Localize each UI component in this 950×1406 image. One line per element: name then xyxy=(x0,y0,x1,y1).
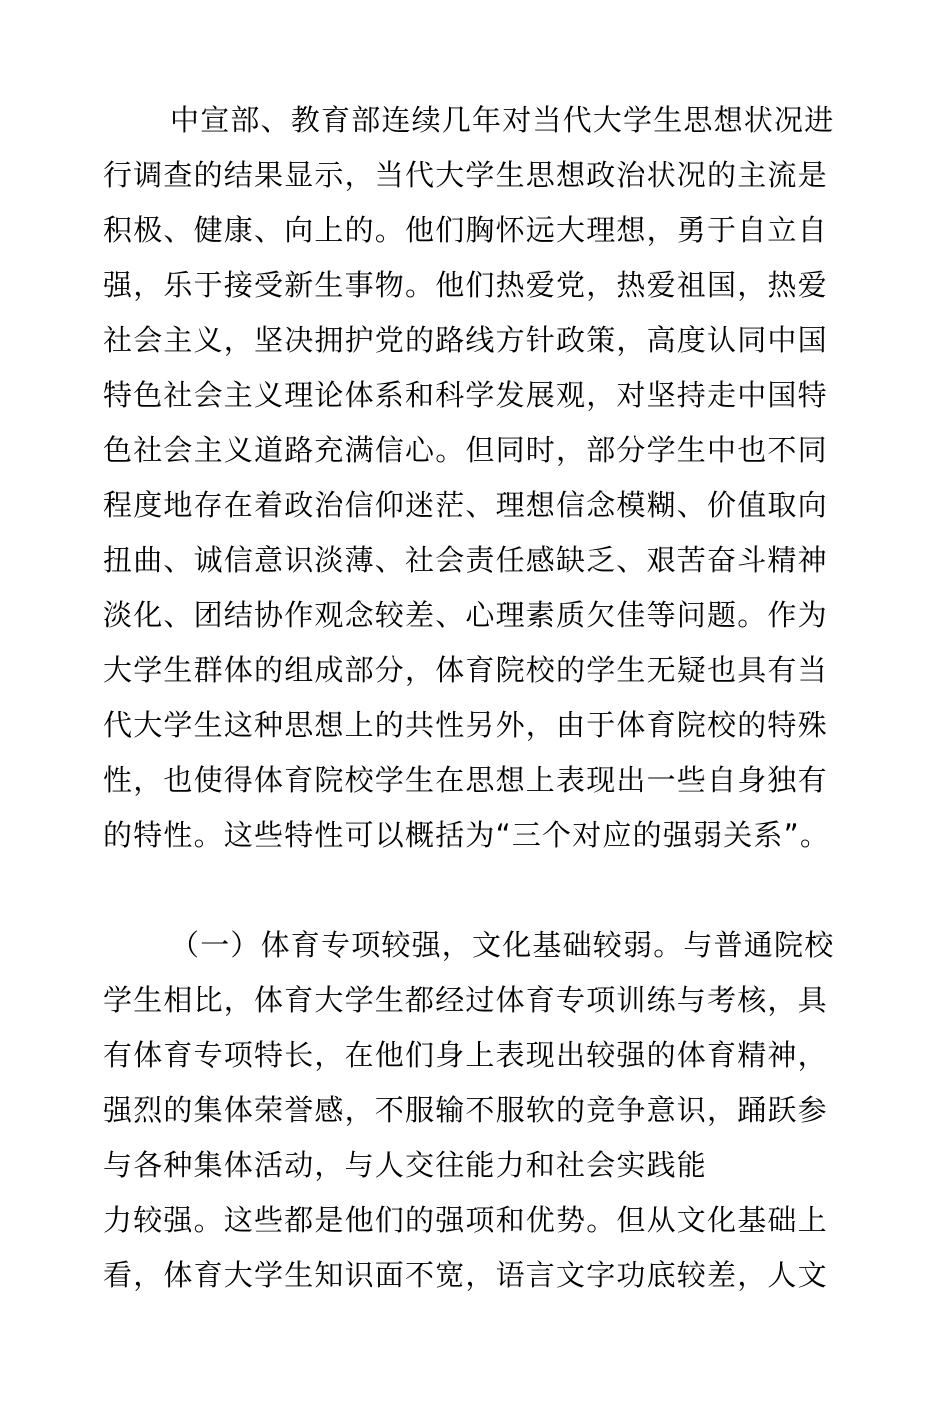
paragraph-1-line-11: 大学生群体的组成部分，体育院校的学生无疑也具有当 xyxy=(103,653,828,687)
paragraph-1-line-8: 程度地存在着政治信仰迷茫、理想信念模糊、价值取向 xyxy=(103,488,828,522)
paragraph-1-line-5: 社会主义，坚决拥护党的路线方针政策，高度认同中国 xyxy=(103,323,828,357)
paragraph-1-line-7: 色社会主义道路充满信心。但同时，部分学生中也不同 xyxy=(103,433,828,467)
paragraph-1-line-1: 中宣部、教育部连续几年对当代大学生思想状况进 xyxy=(170,103,835,137)
paragraph-1-line-4: 强，乐于接受新生事物。他们热爱党，热爱祖国，热爱 xyxy=(103,268,828,302)
paragraph-2-line-4: 强烈的集体荣誉感，不服输不服软的竞争意识，踊跃参 xyxy=(103,1093,828,1127)
paragraph-2-line-5: 与各种集体活动，与人交往能力和社会实践能 xyxy=(103,1148,708,1182)
paragraph-1-line-12: 代大学生这种思想上的共性另外，由于体育院校的特殊 xyxy=(103,708,828,742)
paragraph-1-line-13: 性，也使得体育院校学生在思想上表现出一些自身独有 xyxy=(103,763,828,797)
paragraph-2-line-6: 力较强。这些都是他们的强项和优势。但从文化基础上 xyxy=(103,1203,828,1237)
paragraph-1-line-3: 积极、健康、向上的。他们胸怀远大理想，勇于自立自 xyxy=(103,213,828,247)
paragraph-2-line-2: 学生相比，体育大学生都经过体育专项训练与考核，具 xyxy=(103,983,828,1017)
paragraph-2-line-7: 看，体育大学生知识面不宽，语言文字功底较差，人文 xyxy=(103,1258,828,1292)
paragraph-1-line-14: 的特性。这些特性可以概括为“三个对应的强弱关系”。 xyxy=(103,818,831,852)
paragraph-1-line-6: 特色社会主义理论体系和科学发展观，对坚持走中国特 xyxy=(103,378,828,412)
paragraph-1-line-9: 扭曲、诚信意识淡薄、社会责任感缺乏、艰苦奋斗精神 xyxy=(103,543,828,577)
paragraph-1-line-10: 淡化、团结协作观念较差、心理素质欠佳等问题。作为 xyxy=(103,598,828,632)
paragraph-2-line-3: 有体育专项特长，在他们身上表现出较强的体育精神， xyxy=(103,1038,828,1072)
paragraph-2-line-1: （一）体育专项较强，文化基础较弱。与普通院校 xyxy=(170,928,835,962)
paragraph-1-line-2: 行调查的结果显示，当代大学生思想政治状况的主流是 xyxy=(103,158,828,192)
